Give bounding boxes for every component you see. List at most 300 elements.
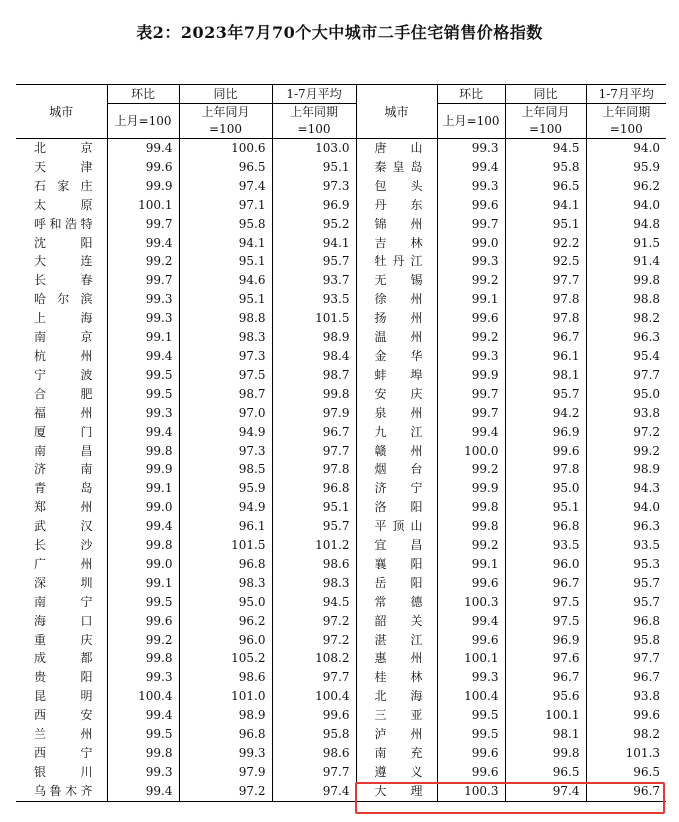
right-avg-cell: 97.2 [633, 424, 660, 439]
left-city-cell: 大连 [16, 252, 107, 271]
left-mom-cell: 99.4 [107, 706, 179, 725]
right-mom-cell: 99.8 [437, 498, 505, 517]
right-mom-cell: 99.6 [437, 196, 505, 215]
right-mom-cell: 99.9 [437, 479, 505, 498]
left-city-cell: 郑州 [16, 498, 107, 517]
left-yoy-cell: 97.3 [179, 442, 272, 461]
left-mom-cell: 99.1 [107, 574, 179, 593]
right-city-cell: 烟台 [356, 460, 437, 479]
left-yoy-cell: 97.5 [179, 366, 272, 385]
right-yoy-cell: 97.4 [505, 782, 586, 801]
right-mom-cell: 99.9 [437, 366, 505, 385]
left-yoy-cell: 98.5 [179, 460, 272, 479]
city-header-right: 城市 [356, 85, 437, 139]
avg-base-line1: 上年同期 [289, 105, 338, 119]
right-city-cell: 大理 [356, 782, 437, 801]
right-mom-cell: 99.1 [437, 290, 505, 309]
avg-base [272, 104, 356, 139]
table-row [16, 536, 666, 555]
left-city-cell: 青岛 [16, 479, 107, 498]
left-mom-cell: 99.3 [107, 290, 179, 309]
left-city-cell: 长春 [16, 271, 107, 290]
table-row [16, 234, 666, 253]
left-avg-cell: 97.7 [272, 763, 356, 782]
left-city-cell: 南宁 [16, 593, 107, 612]
table-row [16, 479, 666, 498]
left-yoy-cell: 97.4 [179, 177, 272, 196]
right-city-cell: 泸州 [356, 725, 437, 744]
left-mom-cell: 99.2 [107, 631, 179, 650]
right-avg-cell: 96.7 [633, 670, 660, 685]
table-row [16, 782, 666, 801]
table-row [16, 517, 666, 536]
left-yoy-cell: 97.0 [179, 404, 272, 423]
table-row [16, 612, 666, 631]
yoy-base-line2-right: =100 [529, 122, 562, 136]
right-yoy-cell: 97.8 [505, 309, 586, 328]
left-avg-cell: 94.1 [272, 234, 356, 253]
right-yoy-cell: 98.1 [505, 725, 586, 744]
left-city-cell: 南京 [16, 328, 107, 347]
table-row [16, 385, 666, 404]
right-mom-cell: 99.7 [437, 215, 505, 234]
left-avg-cell: 97.8 [272, 460, 356, 479]
right-yoy-cell: 96.9 [505, 423, 586, 442]
left-yoy-cell: 94.1 [179, 234, 272, 253]
avg-base-line2: =100 [297, 122, 331, 136]
right-city-cell: 襄阳 [356, 555, 437, 574]
right-avg-cell: 94.0 [633, 141, 660, 155]
left-yoy-cell: 97.9 [179, 763, 272, 782]
left-avg-cell: 98.7 [272, 366, 356, 385]
mom-base: 上月=100 [107, 104, 179, 139]
right-city-cell: 赣州 [356, 442, 437, 461]
right-mom-cell: 99.2 [437, 460, 505, 479]
right-mom-cell: 99.6 [437, 574, 505, 593]
left-mom-cell: 99.4 [107, 782, 179, 801]
left-yoy-cell: 101.5 [179, 536, 272, 555]
left-avg-cell: 98.6 [272, 744, 356, 763]
right-mom-cell: 99.6 [437, 744, 505, 763]
left-mom-cell: 99.1 [107, 479, 179, 498]
avg-header: 1-7月平均 [272, 85, 356, 104]
table-row [16, 158, 666, 177]
left-avg-cell: 97.4 [272, 782, 356, 801]
left-mom-cell: 99.8 [107, 442, 179, 461]
left-city-cell: 石家庄 [16, 177, 107, 196]
right-mom-cell: 99.0 [437, 234, 505, 253]
right-mom-cell: 99.3 [437, 347, 505, 366]
right-yoy-cell: 96.5 [505, 763, 586, 782]
left-yoy-cell: 97.1 [179, 196, 272, 215]
right-mom-cell: 100.3 [437, 593, 505, 612]
right-city-cell: 平顶山 [356, 517, 437, 536]
right-mom-cell: 100.0 [437, 442, 505, 461]
left-yoy-cell: 101.0 [179, 687, 272, 706]
left-avg-cell: 97.7 [272, 668, 356, 687]
right-yoy-cell: 95.8 [505, 158, 586, 177]
left-yoy-cell: 94.9 [179, 423, 272, 442]
right-yoy-cell: 95.0 [505, 479, 586, 498]
right-yoy-cell: 94.2 [505, 404, 586, 423]
right-yoy-cell: 92.2 [505, 234, 586, 253]
right-mom-cell: 100.3 [437, 782, 505, 801]
table-row [16, 290, 666, 309]
table-row [16, 631, 666, 650]
right-avg-cell: 97.7 [633, 367, 660, 382]
left-mom-cell: 99.7 [107, 215, 179, 234]
right-yoy-cell: 96.9 [505, 631, 586, 650]
left-yoy-cell: 96.1 [179, 517, 272, 536]
right-yoy-cell: 98.1 [505, 366, 586, 385]
left-mom-cell: 99.9 [107, 177, 179, 196]
right-avg-cell: 97.7 [633, 651, 660, 666]
left-city-cell: 海口 [16, 612, 107, 631]
left-mom-cell: 99.2 [107, 252, 179, 271]
right-city-cell: 蚌埠 [356, 366, 437, 385]
left-avg-cell: 99.8 [272, 385, 356, 404]
right-mom-cell: 99.3 [437, 139, 505, 158]
city-header: 城市 [16, 85, 107, 139]
left-avg-cell: 103.0 [272, 139, 356, 158]
left-yoy-cell: 95.8 [179, 215, 272, 234]
table-row [16, 555, 666, 574]
right-yoy-cell: 95.7 [505, 385, 586, 404]
left-yoy-cell: 105.2 [179, 649, 272, 668]
left-avg-cell: 97.9 [272, 404, 356, 423]
left-yoy-cell: 97.2 [179, 782, 272, 801]
right-city-cell: 北海 [356, 687, 437, 706]
right-yoy-cell: 96.5 [505, 177, 586, 196]
right-city-cell: 安庆 [356, 385, 437, 404]
left-city-cell: 天津 [16, 158, 107, 177]
table-row [16, 668, 666, 687]
right-avg-cell: 93.8 [633, 689, 660, 704]
price-index-table [16, 84, 666, 802]
right-avg-cell: 95.3 [633, 556, 660, 571]
left-avg-cell: 95.1 [272, 158, 356, 177]
right-city-cell: 宜昌 [356, 536, 437, 555]
right-mom-cell: 100.4 [437, 687, 505, 706]
table-row [16, 177, 666, 196]
left-mom-cell: 99.4 [107, 347, 179, 366]
right-city-cell: 遵义 [356, 763, 437, 782]
right-mom-cell: 99.4 [437, 158, 505, 177]
left-yoy-cell: 98.6 [179, 668, 272, 687]
right-mom-cell: 99.4 [437, 612, 505, 631]
left-avg-cell: 98.3 [272, 574, 356, 593]
left-city-cell: 宁波 [16, 366, 107, 385]
left-avg-cell: 98.4 [272, 347, 356, 366]
right-mom-cell: 99.6 [437, 631, 505, 650]
left-mom-cell: 99.7 [107, 271, 179, 290]
right-city-cell: 常德 [356, 593, 437, 612]
left-city-cell: 呼和浩特 [16, 215, 107, 234]
mom-base-right: 上月=100 [437, 104, 505, 139]
left-city-cell: 哈尔滨 [16, 290, 107, 309]
right-city-cell: 无锡 [356, 271, 437, 290]
right-mom-cell: 100.1 [437, 649, 505, 668]
right-mom-cell: 99.5 [437, 706, 505, 725]
left-avg-cell: 99.6 [272, 706, 356, 725]
right-avg-cell: 99.6 [633, 708, 660, 723]
table-row [16, 725, 666, 744]
right-yoy-cell: 99.6 [505, 442, 586, 461]
left-avg-cell: 93.5 [272, 290, 356, 309]
left-mom-cell: 99.5 [107, 593, 179, 612]
left-avg-cell: 108.2 [272, 649, 356, 668]
right-yoy-cell: 97.5 [505, 593, 586, 612]
right-yoy-cell: 96.0 [505, 555, 586, 574]
avg-base-line2-right: =100 [609, 122, 643, 136]
left-city-cell: 广州 [16, 555, 107, 574]
right-city-cell: 岳阳 [356, 574, 437, 593]
right-avg-cell: 96.5 [633, 764, 660, 779]
right-avg-cell: 95.0 [633, 386, 660, 401]
left-yoy-cell: 98.3 [179, 574, 272, 593]
left-avg-cell: 96.7 [272, 423, 356, 442]
table-header [16, 85, 666, 139]
right-city-cell: 泉州 [356, 404, 437, 423]
table-row [16, 442, 666, 461]
yoy-base-line1-right: 上年同月 [521, 105, 570, 119]
left-yoy-cell: 96.2 [179, 612, 272, 631]
yoy-header: 同比 [179, 85, 272, 104]
left-avg-cell: 95.7 [272, 517, 356, 536]
table-row [16, 423, 666, 442]
left-city-cell: 福州 [16, 404, 107, 423]
left-mom-cell: 99.3 [107, 309, 179, 328]
left-city-cell: 乌鲁木齐 [16, 782, 107, 801]
left-avg-cell: 94.5 [272, 593, 356, 612]
page-title: 表2：2023年7月70个大中城市二手住宅销售价格指数 [136, 23, 543, 42]
right-avg-cell: 96.3 [633, 330, 660, 345]
table-row [16, 706, 666, 725]
right-mom-cell: 99.3 [437, 668, 505, 687]
right-avg-cell: 95.7 [633, 594, 660, 609]
table-row [16, 404, 666, 423]
left-yoy-cell: 98.8 [179, 309, 272, 328]
table-row [16, 574, 666, 593]
right-avg-cell: 94.8 [633, 216, 660, 231]
right-mom-cell: 99.7 [437, 385, 505, 404]
right-mom-cell: 99.2 [437, 328, 505, 347]
avg-header-right: 1-7月平均 [586, 85, 666, 104]
left-city-cell: 银川 [16, 763, 107, 782]
left-avg-cell: 93.7 [272, 271, 356, 290]
table-row [16, 309, 666, 328]
right-yoy-cell: 96.7 [505, 328, 586, 347]
right-avg-cell: 101.3 [625, 746, 660, 760]
left-avg-cell: 98.9 [272, 328, 356, 347]
table-row [16, 139, 666, 158]
left-city-cell: 杭州 [16, 347, 107, 366]
left-yoy-cell: 95.1 [179, 290, 272, 309]
yoy-base [179, 104, 272, 139]
left-mom-cell: 99.3 [107, 763, 179, 782]
left-avg-cell: 97.2 [272, 631, 356, 650]
yoy-base-line2: =100 [209, 122, 242, 136]
left-city-cell: 重庆 [16, 631, 107, 650]
right-yoy-cell: 100.1 [505, 706, 586, 725]
right-city-cell: 湛江 [356, 631, 437, 650]
left-mom-cell: 99.5 [107, 385, 179, 404]
left-avg-cell: 95.8 [272, 725, 356, 744]
right-city-cell: 徐州 [356, 290, 437, 309]
left-city-cell: 贵阳 [16, 668, 107, 687]
right-avg-cell: 98.2 [633, 311, 660, 326]
right-yoy-cell: 96.8 [505, 517, 586, 536]
right-yoy-cell: 97.7 [505, 271, 586, 290]
right-avg-cell: 96.2 [633, 178, 660, 193]
right-avg-cell: 93.5 [633, 538, 660, 553]
left-city-cell: 昆明 [16, 687, 107, 706]
right-city-cell: 包头 [356, 177, 437, 196]
left-avg-cell: 97.2 [272, 612, 356, 631]
left-city-cell: 西安 [16, 706, 107, 725]
yoy-base-right [505, 104, 586, 139]
left-city-cell: 太原 [16, 196, 107, 215]
left-mom-cell: 99.4 [107, 234, 179, 253]
table-row [16, 763, 666, 782]
right-yoy-cell: 94.5 [505, 139, 586, 158]
left-city-cell: 深圳 [16, 574, 107, 593]
left-yoy-cell: 95.9 [179, 479, 272, 498]
left-mom-cell: 99.8 [107, 744, 179, 763]
avg-base-right [586, 104, 666, 139]
table-row [16, 744, 666, 763]
left-yoy-cell: 94.9 [179, 498, 272, 517]
left-city-cell: 长沙 [16, 536, 107, 555]
right-yoy-cell: 97.5 [505, 612, 586, 631]
left-avg-cell: 100.4 [272, 687, 356, 706]
right-city-cell: 吉林 [356, 234, 437, 253]
left-avg-cell: 96.8 [272, 479, 356, 498]
left-avg-cell: 98.6 [272, 555, 356, 574]
right-yoy-cell: 97.6 [505, 649, 586, 668]
left-mom-cell: 99.9 [107, 460, 179, 479]
right-yoy-cell: 92.5 [505, 252, 586, 271]
right-avg-cell: 94.0 [633, 197, 660, 212]
left-mom-cell: 99.4 [107, 423, 179, 442]
right-city-cell: 桂林 [356, 668, 437, 687]
left-yoy-cell: 95.0 [179, 593, 272, 612]
right-yoy-cell: 99.8 [505, 744, 586, 763]
right-avg-cell: 91.4 [633, 254, 660, 269]
right-avg-cell: 95.7 [633, 575, 660, 590]
right-avg-cell: 94.0 [633, 500, 660, 515]
yoy-base-line1: 上年同月 [201, 105, 250, 119]
right-city-cell: 金华 [356, 347, 437, 366]
table-row [16, 328, 666, 347]
right-city-cell: 唐山 [356, 139, 437, 158]
table-row [16, 252, 666, 271]
right-mom-cell: 99.2 [437, 271, 505, 290]
table-row [16, 498, 666, 517]
table-row [16, 347, 666, 366]
right-mom-cell: 99.3 [437, 252, 505, 271]
left-avg-cell: 96.9 [272, 196, 356, 215]
left-mom-cell: 99.4 [107, 139, 179, 158]
table-body [16, 139, 666, 802]
left-yoy-cell: 98.3 [179, 328, 272, 347]
left-mom-cell: 99.0 [107, 555, 179, 574]
left-mom-cell: 99.5 [107, 366, 179, 385]
left-mom-cell: 100.1 [107, 196, 179, 215]
left-mom-cell: 100.4 [107, 687, 179, 706]
right-mom-cell: 99.4 [437, 423, 505, 442]
right-yoy-cell: 96.7 [505, 668, 586, 687]
right-city-cell: 丹东 [356, 196, 437, 215]
left-city-cell: 济南 [16, 460, 107, 479]
left-city-cell: 厦门 [16, 423, 107, 442]
right-yoy-cell: 97.8 [505, 290, 586, 309]
right-mom-cell: 99.7 [437, 404, 505, 423]
left-mom-cell: 99.6 [107, 158, 179, 177]
right-mom-cell: 99.5 [437, 725, 505, 744]
right-mom-cell: 99.2 [437, 536, 505, 555]
left-yoy-cell: 98.7 [179, 385, 272, 404]
table-row [16, 460, 666, 479]
right-avg-cell: 98.2 [633, 727, 660, 742]
right-yoy-cell: 95.1 [505, 215, 586, 234]
left-mom-cell: 99.5 [107, 725, 179, 744]
left-yoy-cell: 96.8 [179, 555, 272, 574]
mom-header: 环比 [107, 85, 179, 104]
table-row [16, 196, 666, 215]
right-city-cell: 锦州 [356, 215, 437, 234]
right-city-cell: 南充 [356, 744, 437, 763]
left-avg-cell: 95.2 [272, 215, 356, 234]
left-yoy-cell: 98.9 [179, 706, 272, 725]
right-avg-cell: 96.7 [586, 782, 666, 801]
left-city-cell: 北京 [16, 139, 107, 158]
right-city-cell: 扬州 [356, 309, 437, 328]
table-row [16, 366, 666, 385]
left-city-cell: 南昌 [16, 442, 107, 461]
right-avg-cell: 98.9 [633, 462, 660, 477]
right-yoy-cell: 93.5 [505, 536, 586, 555]
avg-base-line1-right: 上年同期 [602, 105, 651, 119]
right-city-cell: 济宁 [356, 479, 437, 498]
right-city-cell: 九江 [356, 423, 437, 442]
left-avg-cell: 95.1 [272, 498, 356, 517]
right-yoy-cell: 96.1 [505, 347, 586, 366]
left-city-cell: 合肥 [16, 385, 107, 404]
right-yoy-cell: 96.7 [505, 574, 586, 593]
right-avg-cell: 94.3 [633, 481, 660, 496]
left-yoy-cell: 96.8 [179, 725, 272, 744]
left-mom-cell: 99.1 [107, 328, 179, 347]
right-avg-cell: 95.4 [633, 348, 660, 363]
right-mom-cell: 99.6 [437, 763, 505, 782]
right-city-cell: 洛阳 [356, 498, 437, 517]
right-city-cell: 韶关 [356, 612, 437, 631]
left-yoy-cell: 96.5 [179, 158, 272, 177]
left-city-cell: 西宁 [16, 744, 107, 763]
left-yoy-cell: 96.0 [179, 631, 272, 650]
right-yoy-cell: 95.1 [505, 498, 586, 517]
left-mom-cell: 99.3 [107, 668, 179, 687]
left-avg-cell: 101.5 [272, 309, 356, 328]
left-avg-cell: 97.7 [272, 442, 356, 461]
left-mom-cell: 99.3 [107, 404, 179, 423]
left-yoy-cell: 94.6 [179, 271, 272, 290]
table-row [16, 687, 666, 706]
right-city-cell: 牡丹江 [356, 252, 437, 271]
right-yoy-cell: 95.6 [505, 687, 586, 706]
table-row [16, 593, 666, 612]
